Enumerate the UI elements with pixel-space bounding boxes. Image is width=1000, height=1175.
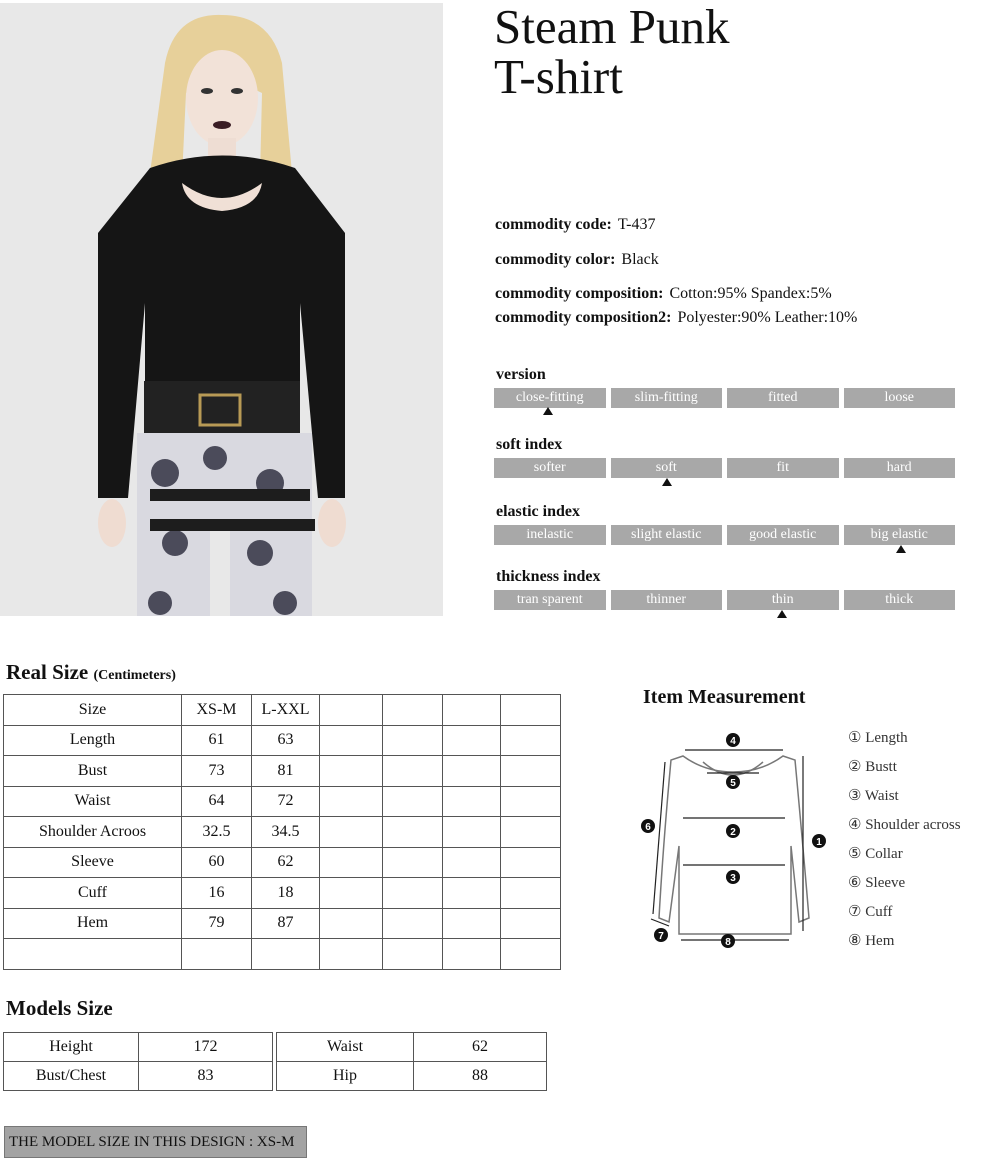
table-cell: Bust [4,756,182,787]
table-row [277,1062,547,1091]
table-cell [443,756,501,787]
table-cell [443,908,501,939]
table-row [4,847,561,878]
table-cell: 72 [252,786,320,817]
spec-label: commodity composition: [495,285,664,302]
marker-2-label: 2 [730,827,736,838]
table-cell [383,939,443,970]
legend-item: ④ Shoulder across [848,817,961,833]
legend-item: ⑦ Cuff [848,904,893,920]
soft-index-selected-marker [662,478,672,486]
elastic-index-option: slight elastic [611,525,723,545]
table-cell: Height [4,1033,139,1062]
table-cell: Waist [277,1033,414,1062]
table-cell [320,786,383,817]
version-selected-marker [543,407,553,415]
marker-1-label: 1 [816,837,822,848]
table-cell [501,756,561,787]
marker-4-label: 4 [730,736,736,747]
table-row [4,725,561,756]
marker-6-label: 6 [645,822,651,833]
table-cell [320,725,383,756]
spec-label: commodity composition2: [495,309,672,326]
table-cell [182,939,252,970]
garment-measurement-diagram [633,726,833,956]
table-cell [443,786,501,817]
legend-item: ③ Waist [848,788,899,804]
spec-commodity-code [495,216,656,234]
table-cell [501,695,561,726]
table-cell: 62 [414,1033,547,1062]
table-row [4,939,561,970]
table-cell [383,847,443,878]
table-header-cell: XS-M [182,695,252,726]
thickness-index-label: thickness index [496,568,601,585]
legend-item: ① Length [848,730,908,746]
real-size-table [3,694,561,970]
elastic-index-selected-marker [896,545,906,553]
models-size-table-right [276,1032,547,1091]
table-cell [383,908,443,939]
table-row [4,756,561,787]
table-cell: 81 [252,756,320,787]
legend-item: ② Bustt [848,759,897,775]
legend-item: ⑥ Sleeve [848,875,906,891]
table-cell: Shoulder Acroos [4,817,182,848]
table-row [4,1033,273,1062]
item-measurement-title: Item Measurement [643,686,806,708]
spec-value: Polyester:90% Leather:10% [677,309,858,326]
product-title [494,2,729,102]
table-cell: 63 [252,725,320,756]
product-title-line2: T-shirt [494,49,623,104]
table-cell: Waist [4,786,182,817]
table-row [4,786,561,817]
spec-value: T-437 [617,216,656,233]
table-cell [501,939,561,970]
marker-8-label: 8 [725,937,731,948]
table-cell [383,817,443,848]
soft-index-label: soft index [496,436,563,453]
marker-5-label: 5 [730,778,736,789]
version-option: close-fitting [494,388,606,408]
thickness-index-scale [494,590,955,610]
table-cell [320,878,383,909]
table-cell: 83 [139,1062,273,1091]
table-cell: 61 [182,725,252,756]
product-title-line1: Steam Punk [494,0,730,54]
thickness-index-option: tran sparent [494,590,606,610]
models-size-table-left [3,1032,273,1091]
thickness-index-option: thick [844,590,956,610]
table-cell: 87 [252,908,320,939]
table-cell [443,695,501,726]
table-cell [501,847,561,878]
soft-index-option: soft [611,458,723,478]
table-row [277,1033,547,1062]
elastic-index-label: elastic index [496,503,580,520]
spec-commodity-composition [495,285,832,303]
table-cell: 79 [182,908,252,939]
table-cell [443,817,501,848]
table-cell: 172 [139,1033,273,1062]
table-cell [501,725,561,756]
table-cell [320,756,383,787]
product-photo [0,3,443,616]
table-cell [320,939,383,970]
table-cell [443,847,501,878]
table-cell: Cuff [4,878,182,909]
table-header-cell: L-XXL [252,695,320,726]
real-size-title: Real Size [6,660,89,684]
table-cell: 73 [182,756,252,787]
table-cell [383,756,443,787]
elastic-index-option: inelastic [494,525,606,545]
soft-index-option: softer [494,458,606,478]
elastic-index-option: big elastic [844,525,956,545]
table-cell: 34.5 [252,817,320,848]
table-cell: 62 [252,847,320,878]
legend-item: ⑧ Hem [848,933,895,949]
table-cell: 16 [182,878,252,909]
table-row [4,878,561,909]
real-size-heading [6,660,176,685]
table-cell [320,908,383,939]
soft-index-option: fit [727,458,839,478]
spec-label: commodity code: [495,216,612,233]
marker-7-label: 7 [658,931,664,942]
table-cell [383,725,443,756]
spec-value: Cotton:95% Spandex:5% [669,285,832,302]
table-header-cell: Size [4,695,182,726]
table-cell [252,939,320,970]
table-cell: Length [4,725,182,756]
legend-item: ⑤ Collar [848,846,903,862]
table-header-row [4,695,561,726]
measurement-legend [848,728,961,960]
spec-commodity-composition2 [495,309,857,327]
model-size-banner: THE MODEL SIZE IN THIS DESIGN : XS-M [4,1126,307,1158]
table-cell: Sleeve [4,847,182,878]
version-option: loose [844,388,956,408]
table-cell: 88 [414,1062,547,1091]
table-cell [383,786,443,817]
table-cell [320,847,383,878]
sleeve-line [653,762,665,914]
table-cell: Hem [4,908,182,939]
table-row [4,908,561,939]
models-size-heading: Models Size [6,996,113,1020]
soft-index-option: hard [844,458,956,478]
elastic-index-scale [494,525,955,545]
table-cell [320,817,383,848]
version-scale [494,388,955,408]
table-row [4,817,561,848]
table-cell: 18 [252,878,320,909]
table-cell [320,695,383,726]
table-cell: Hip [277,1062,414,1091]
version-label: version [496,366,546,383]
spec-commodity-color [495,251,659,269]
elastic-index-option: good elastic [727,525,839,545]
soft-index-scale [494,458,955,478]
real-size-unit: (Centimeters) [93,668,176,683]
thickness-index-option: thin [727,590,839,610]
table-cell [443,725,501,756]
table-cell [383,695,443,726]
spec-value: Black [621,251,659,268]
version-option: fitted [727,388,839,408]
table-cell [501,786,561,817]
table-cell [501,878,561,909]
table-cell [383,878,443,909]
table-cell [4,939,182,970]
table-cell: 64 [182,786,252,817]
spec-label: commodity color: [495,251,616,268]
table-cell: 32.5 [182,817,252,848]
thickness-index-option: thinner [611,590,723,610]
table-cell [501,908,561,939]
table-cell [501,817,561,848]
table-cell [443,939,501,970]
table-row [4,1062,273,1091]
marker-3-label: 3 [730,873,736,884]
thickness-index-selected-marker [777,610,787,618]
version-option: slim-fitting [611,388,723,408]
table-cell [443,878,501,909]
table-cell: Bust/Chest [4,1062,139,1091]
cuff-line [651,919,669,926]
table-cell: 60 [182,847,252,878]
